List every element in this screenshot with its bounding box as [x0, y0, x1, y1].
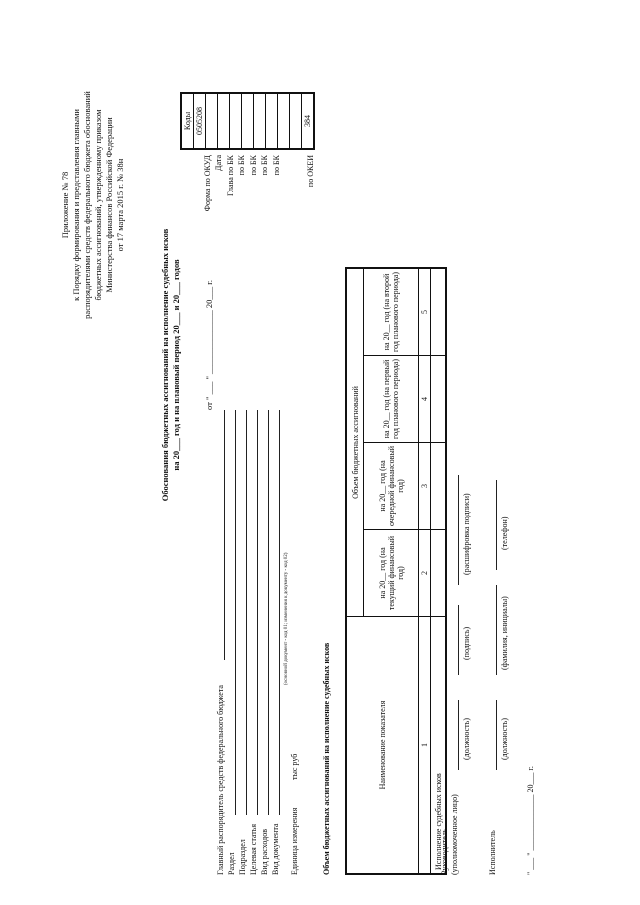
- podrazdel-label: Подраздел: [238, 839, 247, 875]
- glava-label: Глава по БК: [225, 155, 235, 196]
- unit-value: тыс руб: [290, 753, 299, 780]
- bk-cell: [266, 93, 278, 149]
- appendix-line: бюджетных ассигнований, утвержденному приказом: [93, 109, 103, 301]
- col-plan2-header: на 20__ год (на второй год планового периода): [364, 268, 419, 356]
- razdel-line: [235, 410, 236, 815]
- executor-position-line: [496, 700, 497, 770]
- row-label: Исполнение судебных исков: [431, 617, 447, 875]
- col-number: 4: [419, 356, 431, 443]
- expense-type-label: Вид расходов: [260, 829, 269, 875]
- head-sub-label: (уполномоченное лицо): [450, 794, 459, 875]
- okud-label: Форма по ОКУД: [202, 155, 212, 212]
- col-number: 2: [419, 530, 431, 617]
- okei-value: 384: [302, 93, 315, 149]
- head-signature-line: [458, 605, 459, 675]
- doc-type-label: Вид документа: [271, 823, 280, 875]
- bk-cell: [242, 93, 254, 149]
- target-label: Целевая статья: [249, 823, 258, 875]
- executor-fio-line: [496, 585, 497, 675]
- appendix-number: Приложение № 78: [60, 171, 70, 239]
- col-current-header: на 20__ год (на текущий финансовый год): [364, 530, 419, 617]
- empty-cell: [290, 93, 302, 149]
- unit-label: Единица измерения: [290, 807, 299, 875]
- col-number: 3: [419, 443, 431, 530]
- date-cell: [206, 93, 218, 149]
- title-line-1: Обоснования бюджетных ассигнований на исполнение судебных исков: [160, 228, 170, 502]
- empty-cell: [278, 93, 290, 149]
- bk-label: по БК: [271, 155, 281, 176]
- group-header: Объем бюджетных ассигнований: [346, 268, 364, 617]
- bk-cell: [230, 93, 242, 149]
- bk-cell: [254, 93, 266, 149]
- title-date-line: от " ___ " _______________ 20___ г.: [204, 280, 214, 410]
- signature-date-line: " ___ " ______________ 20___ г.: [526, 766, 535, 875]
- doc-type-note: (основной документ - код 01; изменения к документу - код 02): [284, 552, 289, 685]
- bk-label: по БК: [248, 155, 258, 176]
- target-line: [257, 410, 258, 815]
- position-caption-2: (должность): [500, 718, 509, 760]
- main-manager-label: Главный распорядитель средств федерального бюджета: [216, 685, 225, 875]
- appendix-header: [60, 25, 126, 385]
- bk-label: по БК: [237, 155, 246, 176]
- appendix-line: от 17 марта 2015 г. № 38н: [115, 158, 125, 252]
- podrazdel-line: [246, 410, 247, 815]
- bk-label: по БК: [260, 155, 269, 176]
- codes-labels: [190, 155, 317, 255]
- executor-phone-line: [496, 480, 497, 570]
- okei-label: по ОКЕИ: [306, 155, 315, 188]
- position-caption: (должность): [462, 718, 471, 760]
- appendix-line: распорядителями средств федерального бюджета обоснований: [82, 91, 92, 319]
- head-decoding-line: [458, 475, 459, 585]
- codes-table: [180, 92, 315, 150]
- head-label: Руководитель: [440, 828, 449, 875]
- cell-empty: [431, 268, 447, 356]
- main-manager-line: [224, 410, 225, 660]
- signature-caption: (подпись): [462, 626, 471, 660]
- col-number: 5: [419, 268, 431, 356]
- appendix-line: к Порядку формирования и представления главными: [71, 109, 81, 301]
- okud-value: 0505208: [194, 93, 206, 149]
- title-line-2: на 20___ год и на плановый период 20___ и 20___ годов: [171, 259, 181, 471]
- phone-caption: (телефон): [500, 516, 509, 550]
- allocations-table: [345, 267, 447, 875]
- col-number: 1: [419, 617, 431, 875]
- col-name-header: Наименование показателя: [346, 617, 419, 875]
- codes-header: Коды: [181, 93, 194, 149]
- date-label: Дата: [214, 155, 223, 171]
- requisites-block: [215, 552, 300, 875]
- section-title: Объем бюджетных ассигнований на исполнение судебных исков: [322, 642, 331, 875]
- col-next-header: на 20__ год (на очередной финансовый год): [364, 443, 419, 530]
- col-plan1-header: на 20__ год (на первый год планового периода): [364, 356, 419, 443]
- doc-type-line: [279, 410, 280, 815]
- executor-label: Исполнитель: [488, 830, 497, 875]
- glava-cell: [218, 93, 230, 149]
- razdel-label: Раздел: [227, 852, 236, 875]
- decoding-caption: (расшифровка подписи): [462, 493, 471, 575]
- appendix-line: Министерства финансов Российской Федерации: [104, 117, 114, 293]
- signatures-block: [440, 375, 540, 875]
- expense-type-line: [268, 410, 269, 815]
- head-position-line: [458, 700, 459, 770]
- fio-caption: (фамилия, инициалы): [500, 596, 509, 670]
